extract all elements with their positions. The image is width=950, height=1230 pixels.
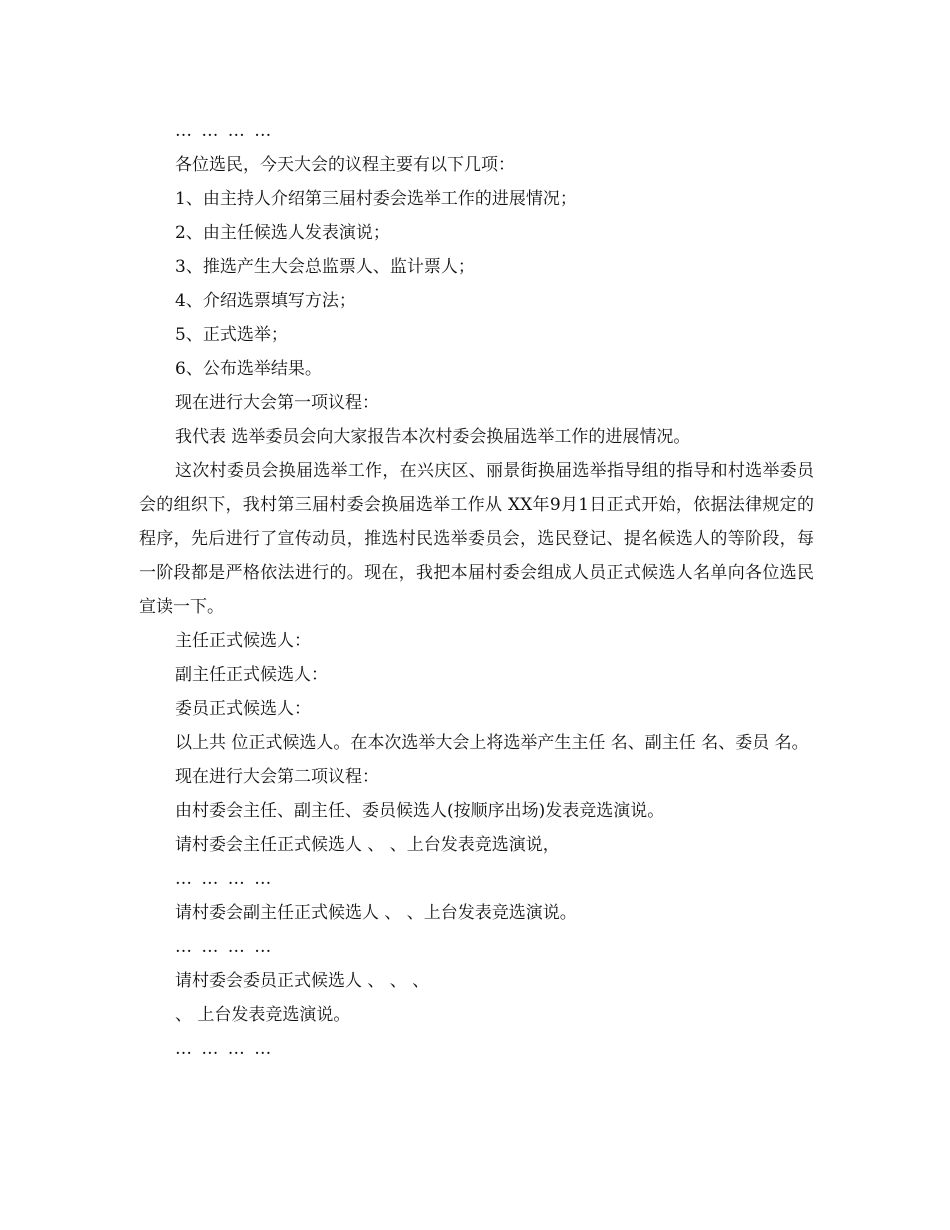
agenda-item-3: 3、推选产生大会总监票人、监计票人； [175,257,475,277]
agenda-item-4: 4、介绍选票填写方法； [175,291,356,311]
first-agenda-heading: 现在进行大会第一项议程： [175,393,379,413]
member-speech-call-continued: 、 上台发表竞选演说。 [175,1005,351,1025]
agenda-item-2: 2、由主任候选人发表演说； [175,223,390,243]
agenda-item-1: 1、由主持人介绍第三届村委会选举工作的进展情况； [175,189,577,209]
deputy-director-candidates: 副主任正式候选人： [175,665,328,685]
candidate-summary: 以上共 位正式候选人。在本次选举大会上将选举产生主任 名、副主任 名、委员 名。 [175,733,809,753]
report-intro: 我代表 选举委员会向大家报告本次村委会换届选举工作的进展情况。 [175,427,691,447]
report-body: 这次村委员会换届选举工作，在兴庆区、丽景街换届选举指导组的指导和村选举委员会的组织下，我村第三届村委会换届选举工作从 XX年9月1日正式开始，依据法律规定的程序，先后进行了宣传动员，推选村民选举委员会，选民登记、提名候选人的等阶段，每一阶段都是严格依法进行的。现在，我把本届村委会组成人员正式候选人名单向各位选民宣读一下。 [139,461,814,617]
agenda-item-5: 5、正式选举； [175,325,288,345]
agenda-intro: 各位选民，今天大会的议程主要有以下几项： [175,155,515,175]
director-speech-call: 请村委会主任正式候选人 、 、上台发表竞选演说， [175,835,560,855]
ellipsis-line: … … … … [175,869,274,889]
deputy-speech-call: 请村委会副主任正式候选人 、 、上台发表竞选演说。 [175,903,577,923]
member-speech-call: 请村委会委员正式候选人 、 、 、 [175,971,430,991]
speech-intro: 由村委会主任、副主任、委员候选人(按顺序出场)发表竞选演说。 [175,801,665,821]
ellipsis-line: … … … … [175,1039,274,1059]
ellipsis-line: … … … … [175,121,274,141]
agenda-item-6: 6、公布选举结果。 [175,359,322,379]
document-body [139,114,814,1066]
member-candidates: 委员正式候选人： [175,699,311,719]
ellipsis-line: … … … … [175,937,274,957]
second-agenda-heading: 现在进行大会第二项议程： [175,767,379,787]
director-candidates: 主任正式候选人： [175,631,311,651]
